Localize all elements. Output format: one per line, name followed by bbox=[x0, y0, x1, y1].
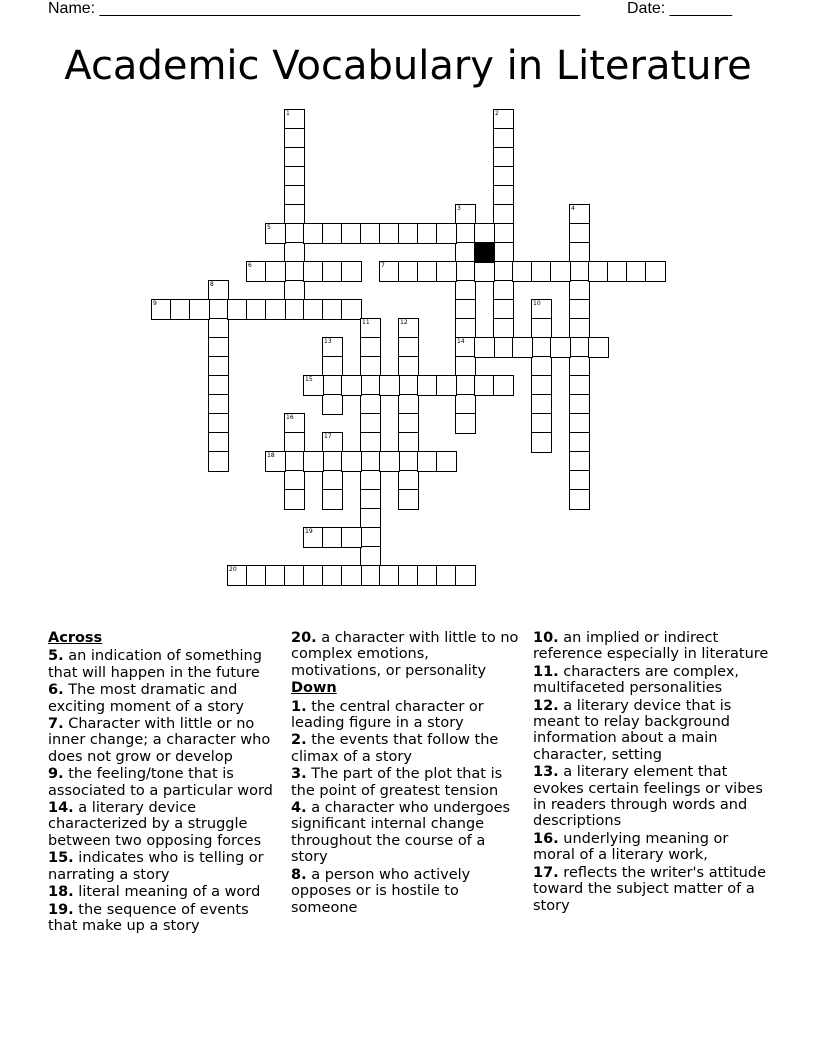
crossword-cell[interactable] bbox=[436, 565, 457, 586]
crossword-cell[interactable] bbox=[417, 451, 438, 472]
crossword-cell[interactable] bbox=[322, 451, 343, 472]
crossword-cell[interactable] bbox=[341, 451, 362, 472]
clue-number-label: 2 bbox=[495, 110, 499, 117]
crossword-cell[interactable] bbox=[531, 375, 552, 396]
clue-number-label: 16 bbox=[286, 414, 294, 421]
crossword-cell[interactable] bbox=[569, 242, 590, 263]
crossword-cell[interactable] bbox=[474, 337, 495, 358]
crossword-cell[interactable] bbox=[455, 565, 476, 586]
crossword-cell[interactable] bbox=[208, 413, 229, 434]
crossword-cell[interactable] bbox=[493, 280, 514, 301]
crossword-cell[interactable] bbox=[360, 451, 381, 472]
crossword-cell[interactable] bbox=[531, 394, 552, 415]
crossword-cell[interactable] bbox=[493, 204, 514, 225]
crossword-cell[interactable] bbox=[265, 299, 286, 320]
clue-down-11: 11. characters are complex, multifaceted personalities bbox=[533, 663, 740, 697]
crossword-cell[interactable] bbox=[588, 337, 609, 358]
crossword-cell[interactable] bbox=[227, 299, 248, 320]
across-heading: Across bbox=[48, 630, 103, 646]
crossword-cell[interactable] bbox=[398, 375, 419, 396]
clue-down-12: 12. a literary device that is meant to relay background information about a main character, setting bbox=[533, 697, 732, 763]
crossword-cell[interactable] bbox=[303, 261, 324, 282]
crossword-cell[interactable] bbox=[284, 451, 305, 472]
clue-down-1: 1. the central character or leading figure in a story bbox=[291, 698, 484, 732]
crossword-cell[interactable] bbox=[360, 356, 381, 377]
crossword-cell[interactable] bbox=[360, 527, 381, 548]
clue-down-3: 3. The part of the plot that is the point of greatest tension bbox=[291, 766, 503, 799]
crossword-cell[interactable] bbox=[493, 318, 514, 339]
clue-number-label: 1 bbox=[286, 110, 290, 117]
crossword-cell[interactable] bbox=[550, 261, 571, 282]
crossword-cell[interactable] bbox=[322, 470, 343, 491]
crossword-cell[interactable] bbox=[455, 299, 476, 320]
crossword-cell[interactable] bbox=[493, 223, 514, 244]
clue-number-label: 19 bbox=[305, 528, 313, 535]
date-field-label: Date: _______ bbox=[627, 0, 732, 17]
crossword-cell[interactable] bbox=[322, 299, 343, 320]
crossword-cell[interactable] bbox=[284, 204, 305, 225]
clue-across-5: 5. an indication of something that will happen in the future bbox=[48, 648, 262, 681]
crossword-cell[interactable] bbox=[417, 565, 438, 586]
clue-down-4: 4. a character who undergoes significant internal change throughout the course of a story bbox=[291, 800, 511, 866]
clues-column-3 bbox=[533, 630, 773, 915]
crossword-cell[interactable] bbox=[322, 223, 343, 244]
crossword-cell[interactable] bbox=[360, 394, 381, 415]
crossword-cell[interactable] bbox=[550, 337, 571, 358]
clue-number-label: 20 bbox=[229, 566, 237, 573]
crossword-cell[interactable] bbox=[493, 128, 514, 149]
clue-down-13: 13. a literary element that evokes certain feelings or vibes in readers through words and descriptions bbox=[533, 764, 763, 830]
clue-across-19: 19. the sequence of events that make up a story bbox=[48, 901, 249, 934]
crossword-cell[interactable] bbox=[398, 356, 419, 377]
crossword-cell[interactable] bbox=[284, 280, 305, 301]
crossword-cell[interactable] bbox=[569, 337, 590, 358]
crossword-cell[interactable] bbox=[531, 356, 552, 377]
crossword-cell[interactable] bbox=[284, 299, 305, 320]
crossword-cell[interactable] bbox=[284, 432, 305, 453]
down-heading: Down bbox=[291, 680, 337, 697]
crossword-cell[interactable] bbox=[436, 223, 457, 244]
crossword-cell[interactable] bbox=[341, 375, 362, 396]
crossword-cell[interactable] bbox=[341, 527, 362, 548]
crossword-cell[interactable] bbox=[284, 242, 305, 263]
crossword-cell[interactable] bbox=[512, 337, 533, 358]
crossword-cell[interactable] bbox=[455, 280, 476, 301]
crossword-cell[interactable] bbox=[322, 356, 343, 377]
crossword-cell[interactable] bbox=[569, 451, 590, 472]
clue-across-9: 9. the feeling/tone that is associated to a particular word bbox=[48, 766, 273, 799]
crossword-cell[interactable] bbox=[360, 508, 381, 529]
crossword-cell[interactable] bbox=[303, 223, 324, 244]
crossword-cell[interactable] bbox=[246, 299, 267, 320]
clue-down-10: 10. an implied or indirect reference especially in literature bbox=[533, 630, 769, 663]
crossword-cell[interactable] bbox=[303, 451, 324, 472]
crossword-cell[interactable] bbox=[493, 299, 514, 320]
clues-column-1 bbox=[48, 630, 278, 935]
crossword-cell[interactable] bbox=[493, 337, 514, 358]
crossword-cell[interactable] bbox=[303, 565, 324, 586]
crossword-cell[interactable] bbox=[360, 489, 381, 510]
clue-down-8: 8. a person who actively opposes or is hostile to someone bbox=[291, 866, 471, 916]
crossword-cell[interactable] bbox=[322, 261, 343, 282]
crossword-cell[interactable] bbox=[284, 166, 305, 187]
clue-down-16: 16. underlying meaning or moral of a literary work, bbox=[533, 830, 729, 864]
crossword-cell[interactable] bbox=[341, 223, 362, 244]
clue-number-label: 10 bbox=[533, 300, 541, 307]
crossword-cell[interactable] bbox=[189, 299, 210, 320]
crossword-cell[interactable] bbox=[360, 413, 381, 434]
crossword-cell[interactable] bbox=[170, 299, 191, 320]
crossword-cell[interactable] bbox=[284, 223, 305, 244]
crossword-cell[interactable] bbox=[569, 299, 590, 320]
crossword-cell[interactable] bbox=[569, 432, 590, 453]
crossword-cell[interactable] bbox=[360, 223, 381, 244]
crossword-cell[interactable] bbox=[398, 223, 419, 244]
crossword-cell[interactable] bbox=[360, 565, 381, 586]
crossword-cell[interactable] bbox=[436, 375, 457, 396]
crossword-cell[interactable] bbox=[493, 375, 514, 396]
crossword-cell[interactable] bbox=[265, 565, 286, 586]
crossword-cell[interactable] bbox=[493, 185, 514, 206]
clue-number-label: 8 bbox=[210, 281, 214, 288]
crossword-cell[interactable] bbox=[322, 394, 343, 415]
crossword-cell[interactable] bbox=[417, 375, 438, 396]
clue-number-label: 9 bbox=[153, 300, 157, 307]
crossword-cell[interactable] bbox=[284, 261, 305, 282]
crossword-cell[interactable] bbox=[455, 413, 476, 434]
crossword-cell[interactable] bbox=[531, 318, 552, 339]
crossword-cell[interactable] bbox=[607, 261, 628, 282]
crossword-cell[interactable] bbox=[208, 432, 229, 453]
clue-across-20: 20. a character with little to no complex emotions, motivations, or personality bbox=[291, 630, 519, 679]
crossword-cell[interactable] bbox=[436, 261, 457, 282]
clue-number-label: 13 bbox=[324, 338, 332, 345]
crossword-cell[interactable] bbox=[398, 451, 419, 472]
crossword-cell[interactable] bbox=[493, 147, 514, 168]
clue-number-label: 4 bbox=[571, 205, 575, 212]
crossword-cell[interactable] bbox=[569, 356, 590, 377]
crossword-cell[interactable] bbox=[455, 223, 476, 244]
crossword-cell[interactable] bbox=[303, 299, 324, 320]
clue-number-label: 5 bbox=[267, 224, 271, 231]
clue-number-label: 17 bbox=[324, 433, 332, 440]
crossword-cell[interactable] bbox=[360, 546, 381, 567]
crossword-cell[interactable] bbox=[322, 375, 343, 396]
clue-number-label: 3 bbox=[457, 205, 461, 212]
crossword-cell[interactable] bbox=[493, 242, 514, 263]
crossword-cell[interactable] bbox=[398, 432, 419, 453]
crossword-cell[interactable] bbox=[341, 299, 362, 320]
crossword-cell[interactable] bbox=[417, 223, 438, 244]
crossword-cell[interactable] bbox=[531, 413, 552, 434]
clue-down-2: 2. the events that follow the climax of a story bbox=[291, 732, 499, 765]
crossword-black-cell bbox=[474, 242, 495, 263]
crossword-cell[interactable] bbox=[284, 128, 305, 149]
crossword-cell[interactable] bbox=[360, 470, 381, 491]
clue-number-label: 18 bbox=[267, 452, 275, 459]
crossword-cell[interactable] bbox=[569, 470, 590, 491]
crossword-cell[interactable] bbox=[208, 337, 229, 358]
crossword-cell[interactable] bbox=[341, 261, 362, 282]
crossword-cell[interactable] bbox=[208, 356, 229, 377]
clue-number-label: 15 bbox=[305, 376, 313, 383]
clue-number-label: 6 bbox=[248, 262, 252, 269]
crossword-cell[interactable] bbox=[284, 565, 305, 586]
crossword-cell[interactable] bbox=[569, 394, 590, 415]
crossword-cell[interactable] bbox=[474, 223, 495, 244]
crossword-cell[interactable] bbox=[455, 318, 476, 339]
crossword-cell[interactable] bbox=[569, 223, 590, 244]
clue-number-label: 7 bbox=[381, 262, 385, 269]
clue-across-6: 6. The most dramatic and exciting moment of a story bbox=[48, 682, 244, 715]
crossword-cell[interactable] bbox=[379, 375, 400, 396]
crossword-cell[interactable] bbox=[322, 527, 343, 548]
crossword-cell[interactable] bbox=[284, 185, 305, 206]
crossword-cell[interactable] bbox=[626, 261, 647, 282]
crossword-cell[interactable] bbox=[265, 261, 286, 282]
crossword-cell[interactable] bbox=[398, 470, 419, 491]
crossword-cell[interactable] bbox=[398, 489, 419, 510]
crossword-cell[interactable] bbox=[645, 261, 666, 282]
clue-across-15: 15. indicates who is telling or narrating a story bbox=[48, 850, 264, 883]
crossword-cell[interactable] bbox=[341, 565, 362, 586]
crossword-cell[interactable] bbox=[398, 261, 419, 282]
crossword-cell[interactable] bbox=[208, 394, 229, 415]
crossword-cell[interactable] bbox=[569, 489, 590, 510]
crossword-cell[interactable] bbox=[246, 565, 267, 586]
crossword-cell[interactable] bbox=[474, 261, 495, 282]
crossword-cell[interactable] bbox=[360, 375, 381, 396]
crossword-cell[interactable] bbox=[360, 337, 381, 358]
crossword-cell[interactable] bbox=[322, 565, 343, 586]
crossword-cell[interactable] bbox=[398, 565, 419, 586]
crossword-cell[interactable] bbox=[284, 470, 305, 491]
crossword-cell[interactable] bbox=[398, 394, 419, 415]
clue-across-14: 14. a literary device characterized by a struggle between two opposing forces bbox=[48, 800, 262, 849]
crossword-cell[interactable] bbox=[379, 565, 400, 586]
crossword-cell[interactable] bbox=[588, 261, 609, 282]
crossword-cell[interactable] bbox=[493, 166, 514, 187]
name-field-label: Name: ______________________________________________________ bbox=[48, 0, 581, 17]
crossword-cell[interactable] bbox=[417, 261, 438, 282]
crossword-cell[interactable] bbox=[474, 375, 495, 396]
crossword-cell[interactable] bbox=[455, 242, 476, 263]
crossword-cell[interactable] bbox=[569, 261, 590, 282]
crossword-cell[interactable] bbox=[455, 261, 476, 282]
crossword-cell[interactable] bbox=[531, 432, 552, 453]
clue-across-7: 7. Character with little or no inner change; a character who does not grow or develop bbox=[48, 716, 271, 765]
crossword-cell[interactable] bbox=[455, 394, 476, 415]
crossword-cell[interactable] bbox=[531, 337, 552, 358]
clue-number-label: 14 bbox=[457, 338, 465, 345]
crossword-cell[interactable] bbox=[512, 261, 533, 282]
clue-number-label: 12 bbox=[400, 319, 408, 326]
crossword-cell[interactable] bbox=[531, 261, 552, 282]
crossword-cell[interactable] bbox=[569, 318, 590, 339]
clue-across-18: 18. literal meaning of a word bbox=[48, 884, 261, 901]
crossword-cell[interactable] bbox=[436, 451, 457, 472]
crossword-cell[interactable] bbox=[379, 223, 400, 244]
clue-number-label: 11 bbox=[362, 319, 370, 326]
crossword-cell[interactable] bbox=[284, 147, 305, 168]
crossword-cell[interactable] bbox=[208, 375, 229, 396]
page-title: Academic Vocabulary in Literature bbox=[64, 43, 752, 89]
crossword-cell[interactable] bbox=[360, 432, 381, 453]
crossword-cell[interactable] bbox=[284, 489, 305, 510]
crossword-cell[interactable] bbox=[569, 413, 590, 434]
crossword-cell[interactable] bbox=[379, 451, 400, 472]
crossword-cell[interactable] bbox=[398, 413, 419, 434]
crossword-cell[interactable] bbox=[455, 356, 476, 377]
clue-down-17: 17. reflects the writer's attitude toward the subject matter of a story bbox=[533, 864, 766, 914]
crossword-cell[interactable] bbox=[322, 489, 343, 510]
crossword-cell[interactable] bbox=[208, 451, 229, 472]
crossword-cell[interactable] bbox=[455, 375, 476, 396]
crossword-cell[interactable] bbox=[493, 261, 514, 282]
crossword-cell[interactable] bbox=[569, 375, 590, 396]
crossword-cell[interactable] bbox=[208, 299, 229, 320]
crossword-cell[interactable] bbox=[208, 318, 229, 339]
crossword-cell[interactable] bbox=[569, 280, 590, 301]
crossword-cell[interactable] bbox=[398, 337, 419, 358]
clues-column-2 bbox=[291, 630, 521, 917]
